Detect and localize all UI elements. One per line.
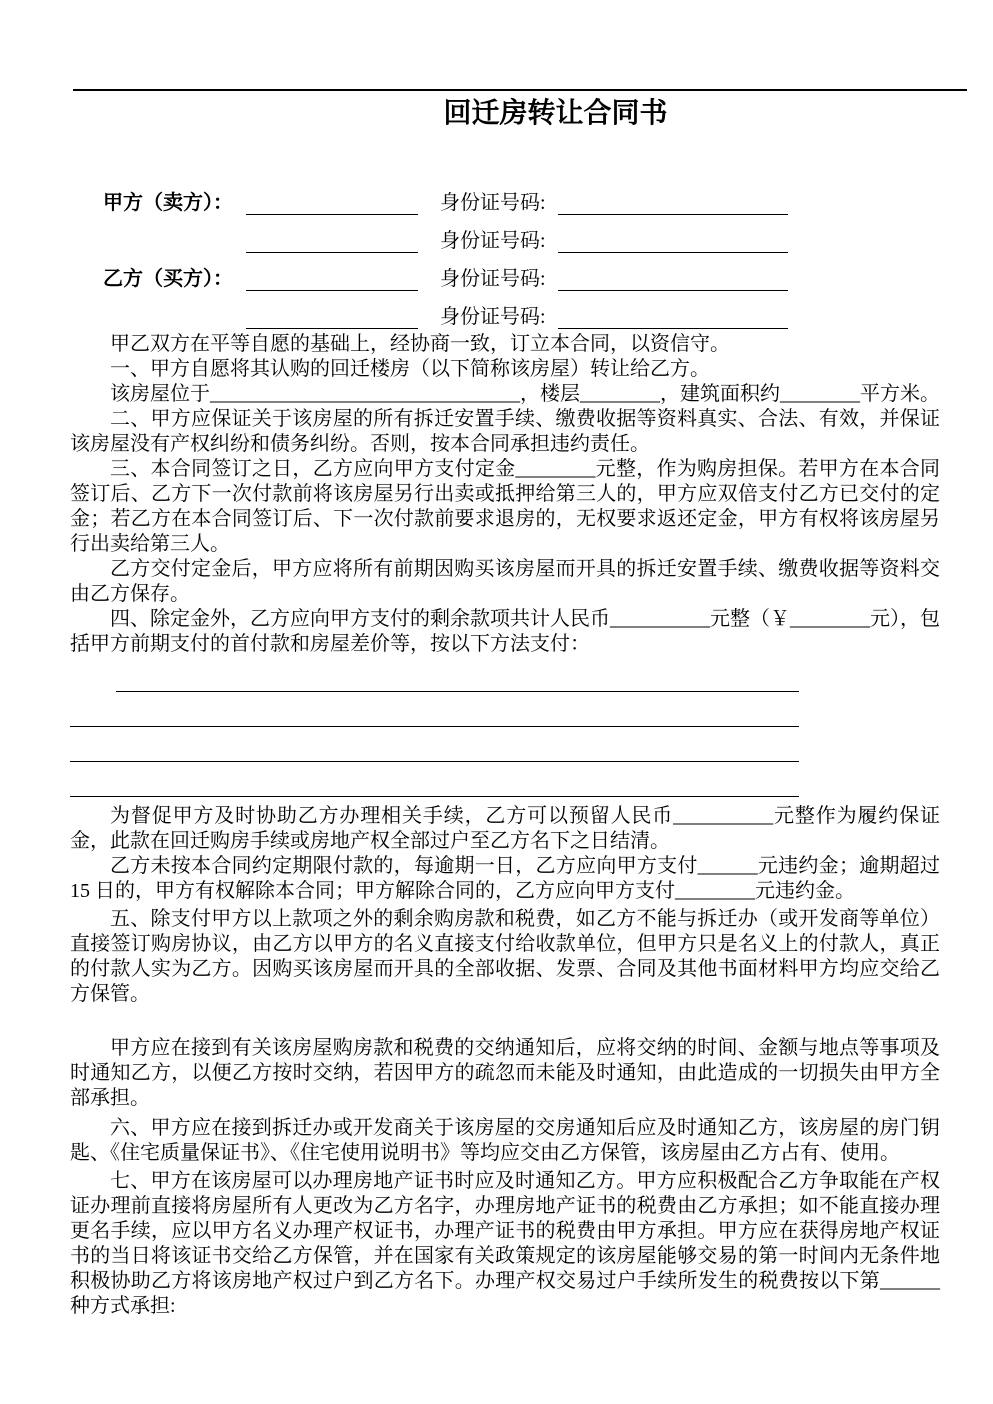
party-b-id-label: 身份证号码: [440, 268, 546, 290]
party-a-id-blank[interactable] [558, 188, 788, 215]
party-a2-name-blank[interactable] [246, 226, 418, 253]
party-block [70, 177, 923, 329]
party-b2-name-blank[interactable] [246, 302, 418, 329]
party-b2-id-label: 身份证号码: [440, 306, 546, 328]
deposit-handover-paragraph: 乙方交付定金后，甲方应将所有前期因购买该房屋而开具的拆迁安置手续、缴费收据等资料交由乙方保存。 [70, 558, 940, 605]
clause-6-paragraph: 六、甲方应在接到拆迁办或开发商关于该房屋的交房通知后应及时通知乙方，该房屋的房门钥匙、《住宅质量保证书》、《住宅使用说明书》等均应交由乙方保管，该房屋由乙方占有、使用。 [70, 1117, 940, 1164]
party-a-name-blank[interactable] [246, 188, 418, 215]
clause-7-paragraph: 七、甲方在该房屋可以办理房地产证书时应及时通知乙方。甲方应积极配合乙方争取能在产权证办理前直接将房屋所有人更改为乙方名字，办理房地产证书的税费由乙方承担；如不能直接办理更名手续，应以甲方名义办理产权证书，办理产证书的税费由甲方承担。甲方应在获得房地产权证书的当日将该证书交给乙方保管，并在国家有关政策规定的该房屋能够交易的第一时间内无条件地积极协助乙方将该房地产权过户到乙方名下。办理产权交易过户手续所发生的税费按以下第______种方式承担: [70, 1170, 940, 1317]
party-a-label: 甲方（卖方）： [103, 192, 233, 214]
payment-method-line-4[interactable] [70, 762, 799, 797]
party-b2-id-blank[interactable] [558, 302, 788, 329]
party-a-id-label: 身份证号码: [440, 192, 546, 214]
payment-method-line-2[interactable] [70, 692, 799, 727]
intro-paragraph: 甲乙双方在平等自愿的基础上，经协商一致，订立本合同，以资信守。 [110, 333, 730, 355]
payment-method-line-1[interactable] [116, 657, 799, 692]
party-b-name-blank[interactable] [246, 264, 418, 291]
clause-1-paragraph: 一、甲方自愿将其认购的回迁楼房（以下简称该房屋）转让给乙方。 [110, 358, 710, 380]
clause-5-paragraph: 五、除支付甲方以上款项之外的剩余购房款和税费，如乙方不能与拆迁办（或开发商等单位）直接签订购房协议，由乙方以甲方的名义直接支付给收款单位，但甲方只是名义上的付款人，真正的付款人实为乙方。因购买该房屋而开具的全部收据、发票、合同及其他书面材料甲方均应交给乙方保管。 [70, 908, 940, 1005]
payment-notice-paragraph: 甲方应在接到有关该房屋购房款和税费的交纳通知后，应将交纳的时间、金额与地点等事项及时通知乙方，以便乙方按时交纳，若因甲方的疏忽而未能及时通知，由此造成的一切损失由甲方全部承担。 [70, 1037, 940, 1109]
document-title: 回迁房转让合同书 [443, 98, 668, 129]
party-row-seller-1 [70, 177, 923, 215]
party-b-label: 乙方（买方）： [103, 268, 233, 290]
party-a2-id-blank[interactable] [558, 226, 788, 253]
performance-bond-paragraph: 为督促甲方及时协助乙方办理相关手续，乙方可以预留人民币__________元整作为履约保证金，此款在回迁购房手续或房地产权全部过户至乙方名下之日结清。 [70, 805, 940, 852]
party-a2-id-label: 身份证号码: [440, 230, 546, 252]
payment-method-line-3[interactable] [70, 727, 799, 762]
clause-3-paragraph: 三、本合同签订之日，乙方应向甲方支付定金________元整，作为购房担保。若甲方在本合同签订后、乙方下一次付款前将该房屋另行出卖或抵押给第三人的，甲方应双倍支付乙方已交付的定金；若乙方在本合同签订后、下一次付款前要求退房的，无权要求返还定金，甲方有权将该房屋另行出卖给第三人。 [70, 458, 940, 555]
payment-method-lines [70, 657, 940, 797]
contract-body [70, 332, 940, 1319]
house-location-paragraph: 该房屋位于_______________________________，楼层________，建筑面积约________平方米。 [110, 383, 940, 405]
late-payment-paragraph: 乙方未按本合同约定期限付款的，每逾期一日，乙方应向甲方支付______元违约金；逾期超过 15 日的，甲方有权解除本合同；甲方解除合同的，乙方应向甲方支付________元违约金。 [70, 855, 940, 902]
party-row-buyer-2 [70, 291, 923, 329]
clause-4-paragraph: 四、除定金外，乙方应向甲方支付的剩余款项共计人民币__________元整（￥________元），包括甲方前期支付的首付款和房屋差价等，按以下方法支付： [70, 608, 940, 655]
clause-2-paragraph: 二、甲方应保证关于该房屋的所有拆迁安置手续、缴费收据等资料真实、合法、有效，并保证该房屋没有产权纠纷和债务纠纷。否则，按本合同承担违约责任。 [70, 408, 940, 455]
party-b-id-blank[interactable] [558, 264, 788, 291]
party-row-seller-2 [70, 215, 923, 253]
header-rule [73, 89, 967, 91]
party-row-buyer-1 [70, 253, 923, 291]
